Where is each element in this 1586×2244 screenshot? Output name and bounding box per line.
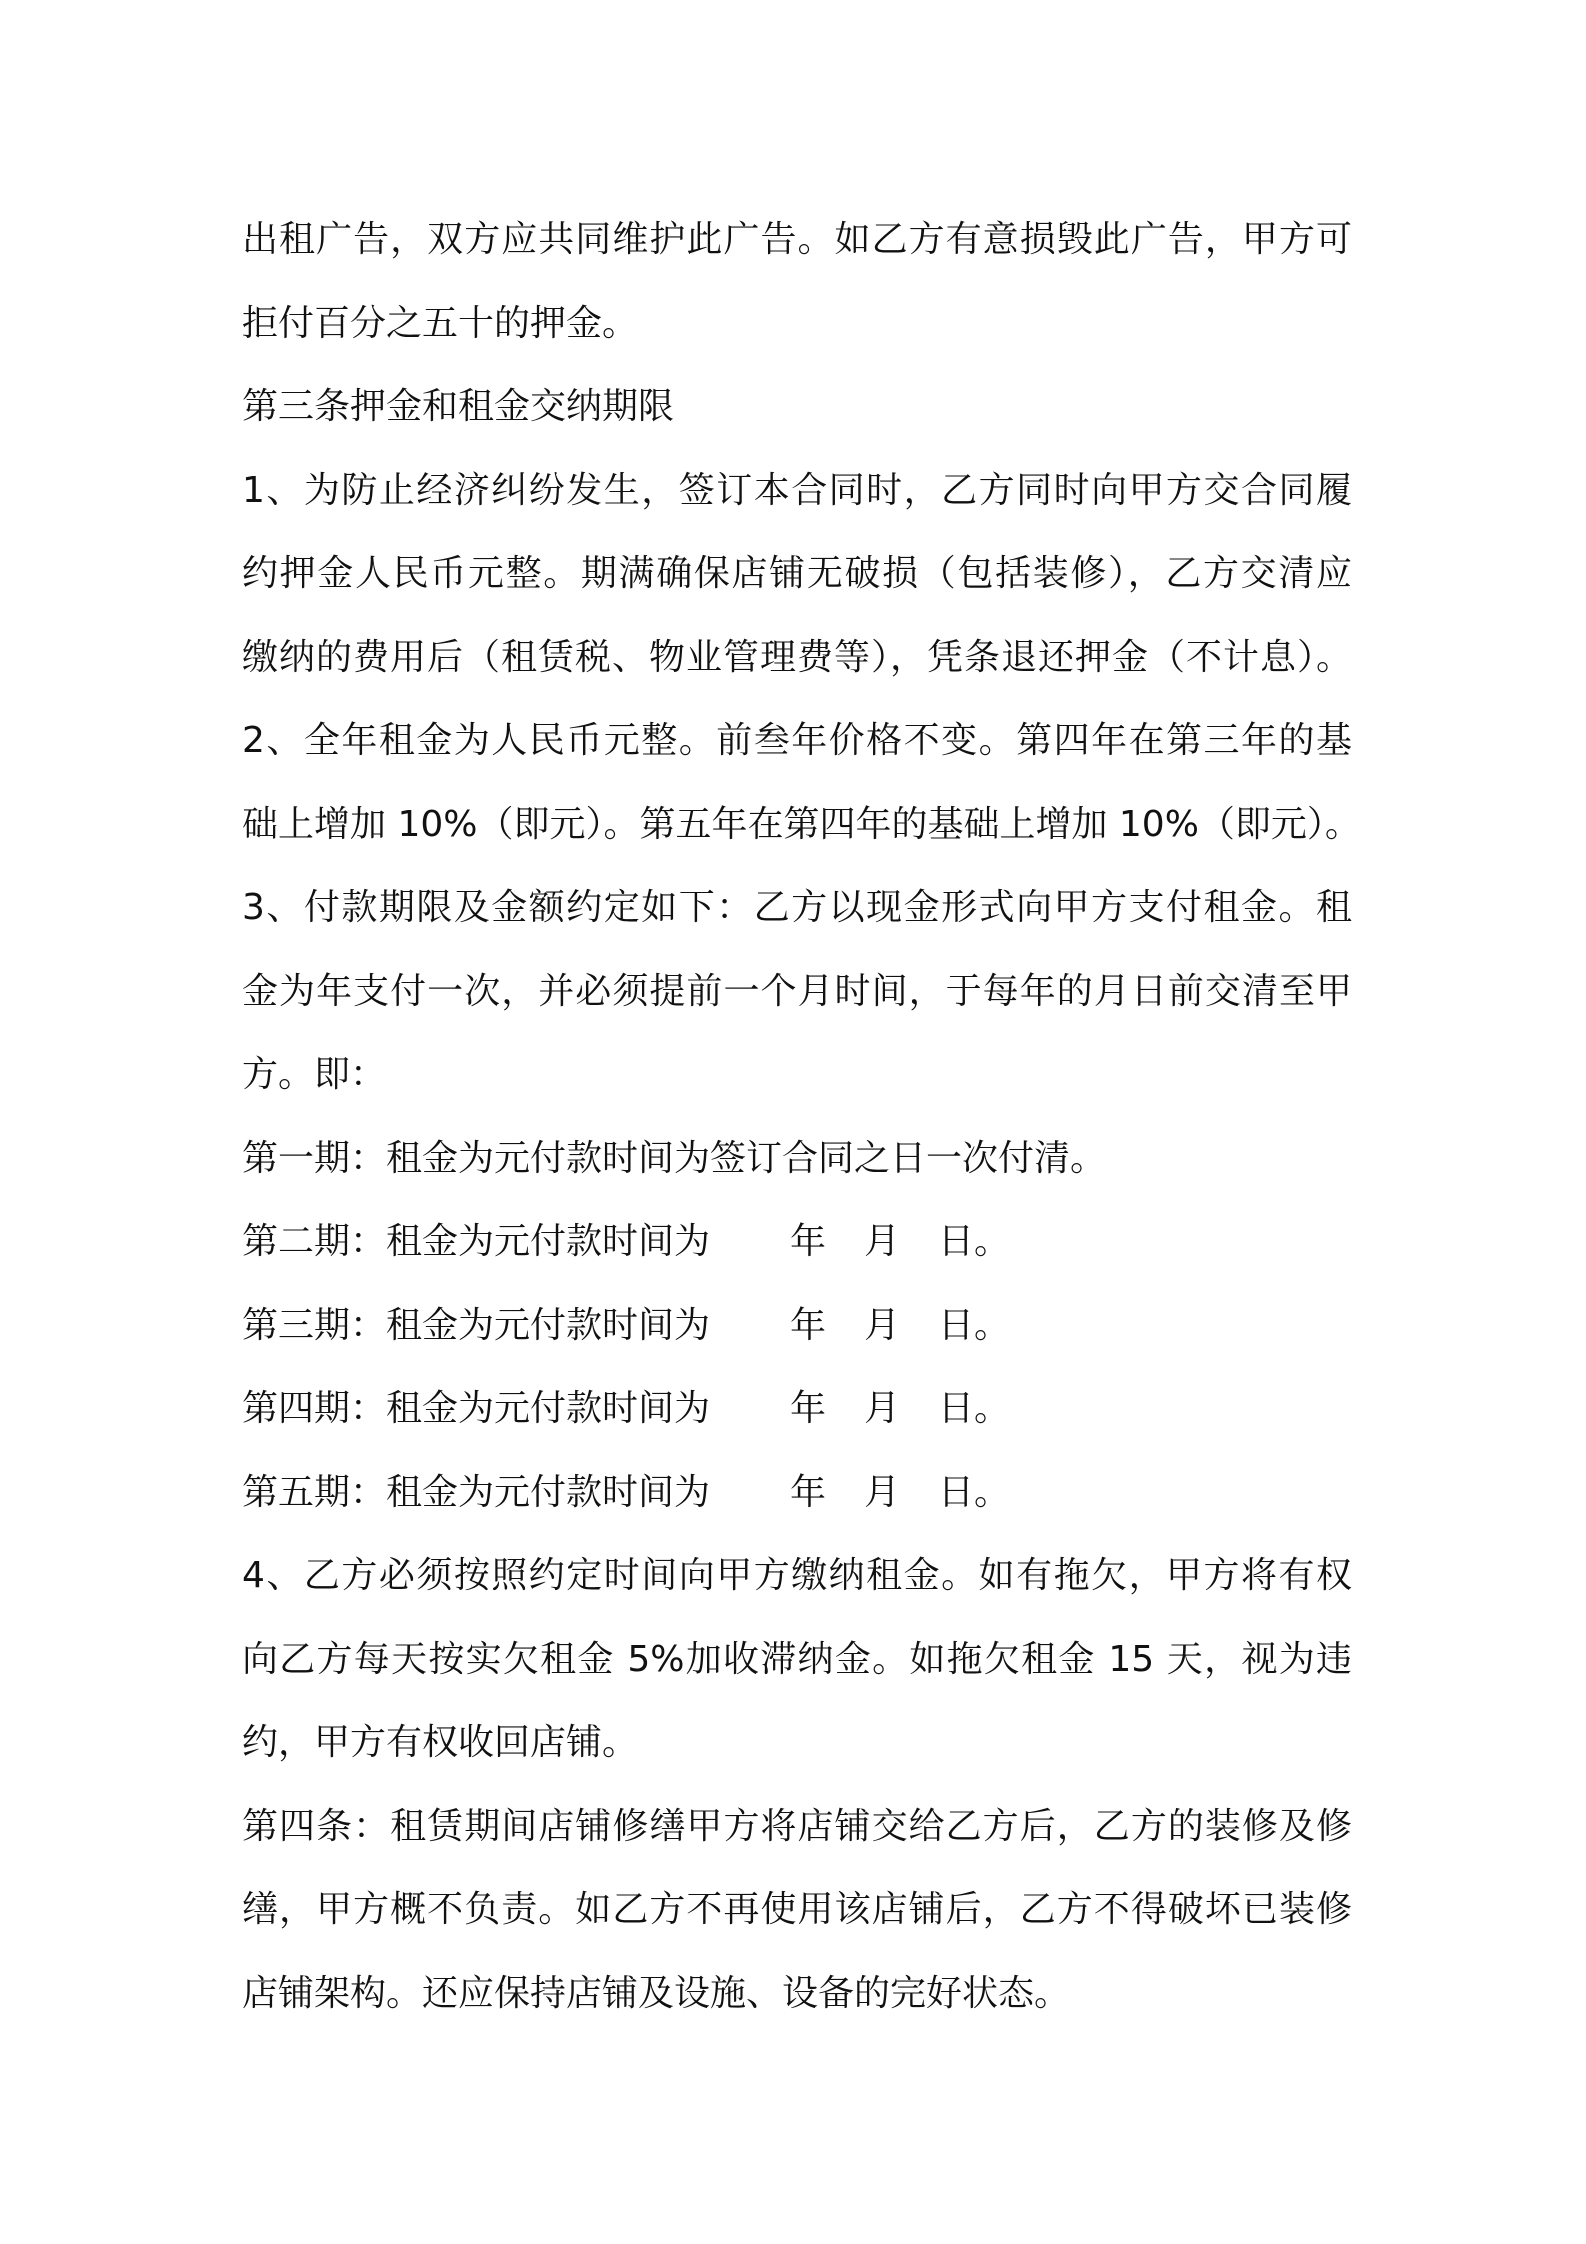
year-unit: 年 [790,1388,827,1429]
text-line: 店铺架构。还应保持店铺及设施、设备的完好状态。 [242,1972,1071,2014]
text-line: 出租广告，双方应共同维护此广告。如乙方有意损毁此广告，甲方可 [242,219,1352,260]
text-line: 3、付款期限及金额约定如下：乙方以现金形式向甲方支付租金。租 [242,887,1352,928]
installment-line: 第一期：租金为元付款时间为签订合同之日一次付清。 [242,1137,1107,1179]
month-unit: 月 [864,1304,901,1346]
installment-line [242,1451,1352,1535]
text-line: 拒付百分之五十的押金。 [242,302,639,344]
installment-line [242,1367,1352,1451]
year-unit: 年 [790,1304,827,1346]
text-line: 缮，甲方概不负责。如乙方不再使用该店铺后，乙方不得破坏已装修 [242,1889,1352,1930]
installment-label: 第二期：租金为元付款时间为 [242,1221,711,1262]
month-unit: 月 [864,1471,901,1513]
installment-line [242,1200,1352,1284]
day-unit: 日。 [938,1471,1011,1513]
day-unit: 日。 [938,1221,1011,1262]
text-line: 方。即： [242,1054,387,1095]
text-line: 4、乙方必须按照约定时间向甲方缴纳租金。如有拖欠，甲方将有权 [242,1555,1352,1596]
installment-line [242,1284,1352,1368]
text-line: 第四条：租赁期间店铺修缮甲方将店铺交给乙方后，乙方的装修及修 [242,1805,1352,1847]
day-unit: 日。 [938,1304,1011,1346]
installment-label: 第三期：租金为元付款时间为 [242,1304,711,1346]
text-line: 缴纳的费用后（租赁税、物业管理费等），凭条退还押金（不计息）。 [242,636,1352,678]
day-unit: 日。 [938,1388,1011,1429]
section-heading: 第三条押金和租金交纳期限 [242,386,675,427]
text-line: 础上增加 10%（即元）。第五年在第四年的基础上增加 10%（即元）。 [242,803,1361,845]
year-unit: 年 [790,1471,827,1513]
installment-label: 第四期：租金为元付款时间为 [242,1388,711,1429]
text-line: 金为年支付一次，并必须提前一个月时间，于每年的月日前交清至甲 [242,970,1352,1012]
text-line: 约，甲方有权收回店铺。 [242,1722,639,1763]
year-unit: 年 [790,1221,827,1262]
month-unit: 月 [864,1388,901,1429]
text-line: 向乙方每天按实欠租金 5%加收滞纳金。如拖欠租金 15 天，视为违 [242,1638,1352,1680]
document-body [242,198,1361,2035]
text-line: 约押金人民币元整。期满确保店铺无破损（包括装修），乙方交清应 [242,553,1352,594]
text-line: 2、全年租金为人民币元整。前叁年价格不变。第四年在第三年的基 [242,720,1352,761]
text-line: 1、为防止经济纠纷发生，签订本合同时，乙方同时向甲方交合同履 [242,469,1352,511]
installment-label: 第五期：租金为元付款时间为 [242,1471,711,1513]
month-unit: 月 [864,1221,901,1262]
